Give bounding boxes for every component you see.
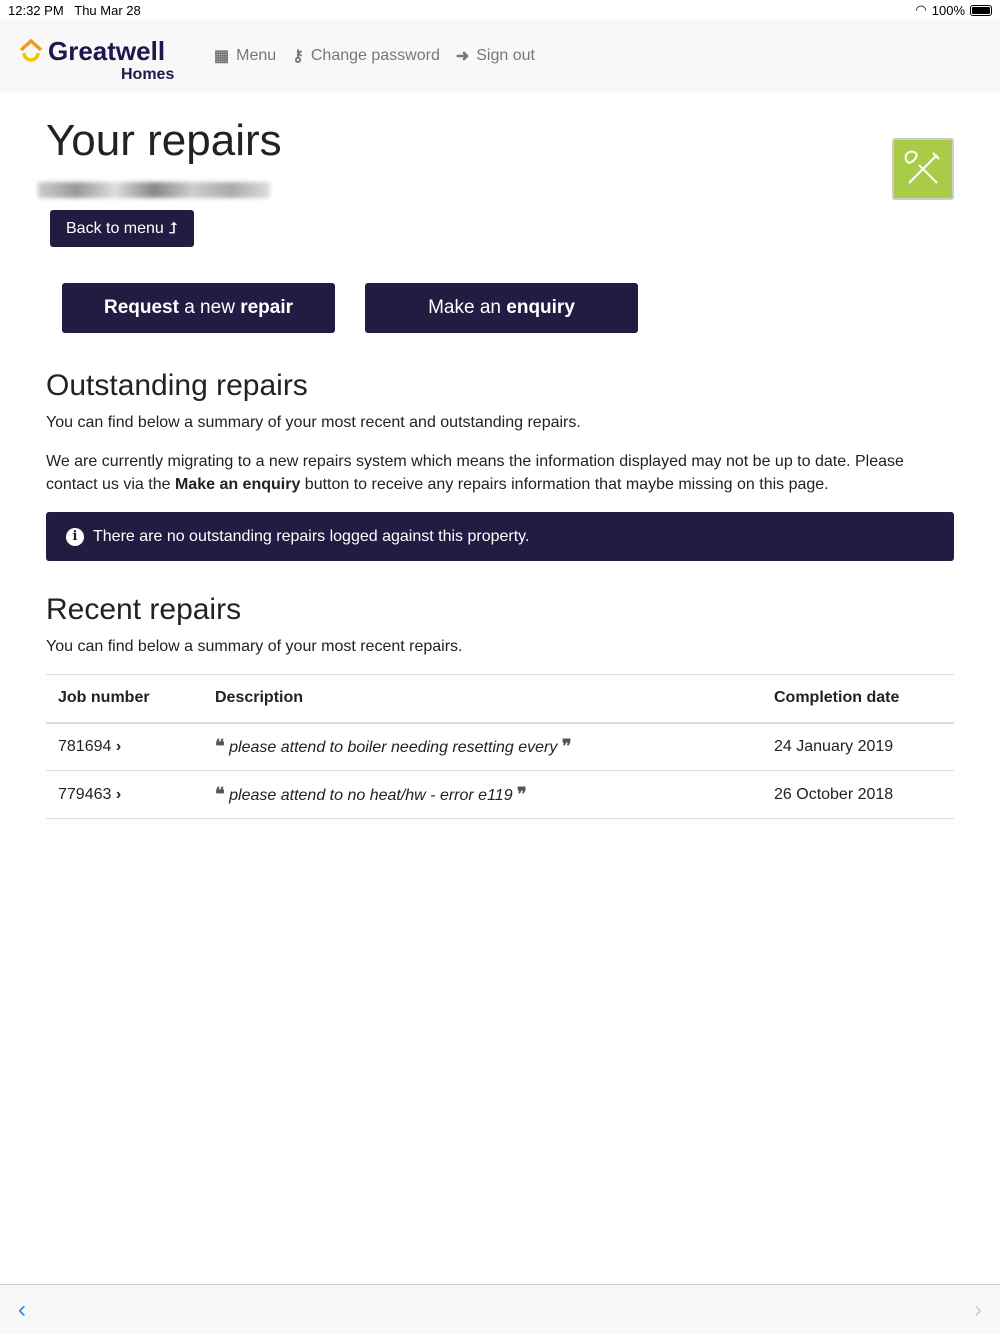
job-link[interactable]: 779463 › xyxy=(46,771,203,819)
no-outstanding-alert xyxy=(46,512,954,561)
nav-change-password[interactable] xyxy=(292,46,440,66)
col-completion-date: Completion date xyxy=(762,675,954,723)
info-icon: i xyxy=(66,528,84,546)
redacted-address xyxy=(38,182,270,198)
logo[interactable] xyxy=(18,26,188,86)
back-to-menu-button[interactable]: Back to menu ⮥ xyxy=(50,210,194,247)
status-bar xyxy=(0,0,1000,20)
completion-date: 24 January 2019 xyxy=(762,723,954,771)
wifi-icon: ◠ xyxy=(915,2,927,17)
quote-close-icon: ❞ xyxy=(561,736,572,757)
quote-open-icon: ❝ xyxy=(215,784,225,804)
time: 12:32 PM xyxy=(8,2,64,18)
recent-repairs-table xyxy=(46,674,954,819)
table-row[interactable] xyxy=(46,723,954,771)
recent-intro: You can find below a summary of your most recent repairs. xyxy=(46,638,463,655)
migration-notice: We are currently migrating to a new repairs system which means the information displayed may not be up to date. Please contact us via the Make an enquiry button to receive any repairs information that maybe missing on this page. xyxy=(46,453,904,493)
description: please attend to no heat/hw - error e119 xyxy=(229,787,513,804)
grid-icon: ▦ xyxy=(214,48,230,65)
outstanding-intro: You can find below a summary of your most recent and outstanding repairs. xyxy=(46,414,581,431)
chevron-right-icon: › xyxy=(115,737,122,755)
chevron-right-icon: › xyxy=(115,785,122,803)
quote-close-icon: ❞ xyxy=(517,784,527,804)
battery-icon xyxy=(970,5,992,16)
quote-open-icon: ❝ xyxy=(215,736,225,757)
browser-forward-button[interactable]: › xyxy=(974,1295,982,1323)
browser-back-button[interactable]: ‹ xyxy=(18,1295,26,1323)
logo-subtext: Homes xyxy=(121,66,175,83)
make-enquiry-button[interactable]: Make an enquiry xyxy=(365,283,638,333)
tools-icon xyxy=(892,138,954,200)
table-row[interactable] xyxy=(46,771,954,819)
nav-menu[interactable] xyxy=(214,46,276,66)
nav-menu-label: Menu xyxy=(236,47,277,64)
sign-out-icon: ➜ xyxy=(455,48,470,65)
job-link[interactable]: 781694 › xyxy=(46,723,203,771)
alert-text: There are no outstanding repairs logged against this property. xyxy=(93,527,530,545)
completion-date: 26 October 2018 xyxy=(762,771,954,819)
logo-text: Greatwell xyxy=(48,36,166,66)
browser-toolbar xyxy=(0,1284,1000,1334)
nav-sign-out-label: Sign out xyxy=(476,47,535,64)
nav-change-password-label: Change password xyxy=(310,47,440,64)
page-title: Your repairs xyxy=(46,116,282,165)
request-repair-button[interactable]: Request a new repair xyxy=(62,283,335,333)
key-icon: ⚷ xyxy=(292,48,304,65)
outstanding-title: Outstanding repairs xyxy=(46,369,308,402)
battery-level: 100% xyxy=(931,2,965,18)
house-logo-icon xyxy=(18,38,44,64)
nav-sign-out[interactable] xyxy=(456,46,535,66)
recent-title: Recent repairs xyxy=(46,593,242,626)
col-job-number: Job number xyxy=(46,675,203,723)
col-description: Description xyxy=(203,675,762,723)
date: Thu Mar 28 xyxy=(74,2,141,18)
navbar xyxy=(0,20,1000,92)
description: please attend to boiler needing resetting every xyxy=(229,739,558,757)
